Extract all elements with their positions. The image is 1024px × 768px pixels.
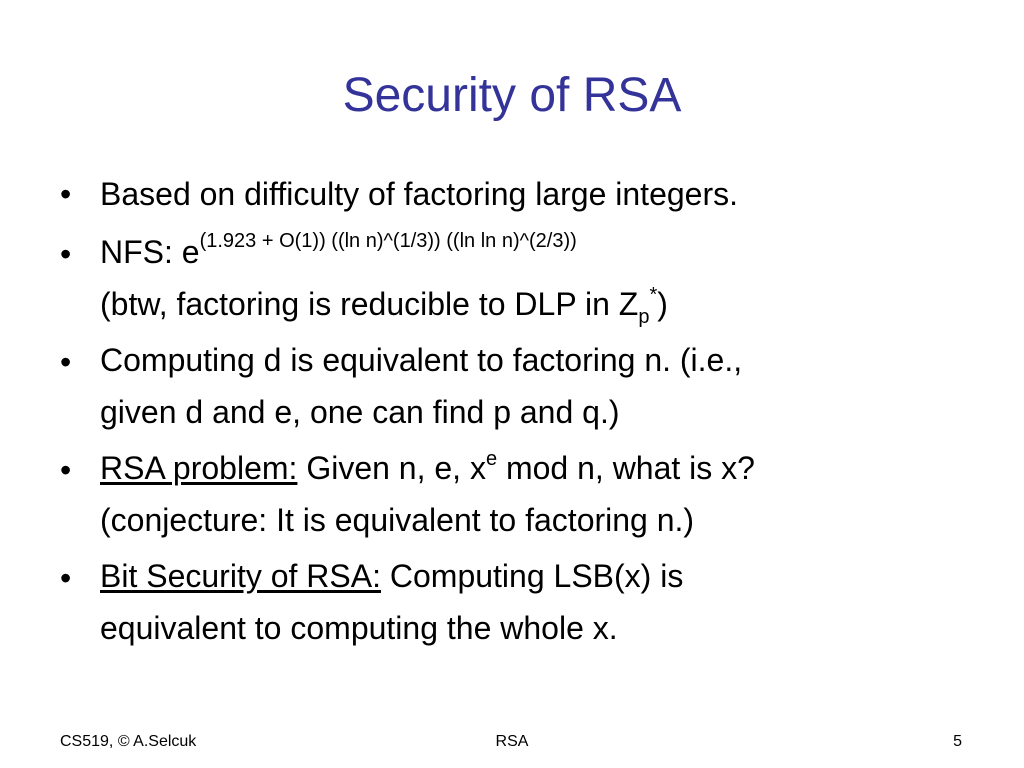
bit-security-label: Bit Security of RSA: bbox=[100, 558, 381, 594]
rsa-problem-text-end: mod n, what is x? bbox=[497, 450, 755, 486]
bullet-icon: • bbox=[60, 236, 72, 272]
rsa-problem-line bbox=[100, 442, 980, 494]
nfs-note-close: ) bbox=[657, 286, 668, 322]
footer-topic: RSA bbox=[495, 733, 529, 750]
bullet-text: Based on difficulty of factoring large integers. bbox=[100, 176, 738, 212]
bullet-text-line2: given d and e, one can find p and q.) bbox=[100, 394, 620, 430]
rsa-problem-text: Given n, e, x bbox=[297, 450, 486, 486]
nfs-line bbox=[100, 226, 980, 278]
bullet-item-nfs bbox=[60, 226, 980, 330]
footer-course: CS519, © A.Selcuk bbox=[60, 733, 197, 750]
nfs-note-text: (btw, factoring is reducible to DLP in Z bbox=[100, 286, 639, 322]
slide-title: Security of RSA bbox=[342, 69, 682, 122]
bullet-item-computing-d bbox=[60, 334, 980, 438]
z-superscript: * bbox=[649, 284, 658, 306]
rsa-problem-label: RSA problem: bbox=[100, 450, 298, 486]
bullet-item-rsa-problem bbox=[60, 442, 980, 546]
footer-page-number: 5 bbox=[953, 733, 962, 750]
bit-security-text: Computing LSB(x) is bbox=[380, 558, 684, 594]
bullet-icon: • bbox=[60, 452, 72, 488]
bullet-icon: • bbox=[60, 560, 72, 596]
x-exponent: e bbox=[485, 448, 498, 470]
nfs-exponent: (1.923 + O(1)) ((ln n)^(1/3)) ((ln ln n)^(2/3)) bbox=[199, 230, 577, 252]
bullet-icon: • bbox=[60, 176, 72, 212]
bit-security-line2: equivalent to computing the whole x. bbox=[100, 610, 618, 646]
nfs-lead: NFS: e bbox=[100, 234, 200, 270]
bullet-item-bit-security bbox=[60, 550, 980, 654]
bullet-icon: • bbox=[60, 344, 72, 380]
nfs-note-line bbox=[100, 278, 980, 330]
bullet-text-line1: Computing d is equivalent to factoring n. (i.e., bbox=[100, 342, 743, 378]
bit-security-line bbox=[100, 550, 980, 602]
z-subscript: p bbox=[638, 306, 650, 328]
rsa-problem-conjecture: (conjecture: It is equivalent to factoring n.) bbox=[100, 502, 695, 538]
bullet-item-factoring bbox=[60, 166, 980, 222]
bullet-list bbox=[60, 166, 980, 658]
